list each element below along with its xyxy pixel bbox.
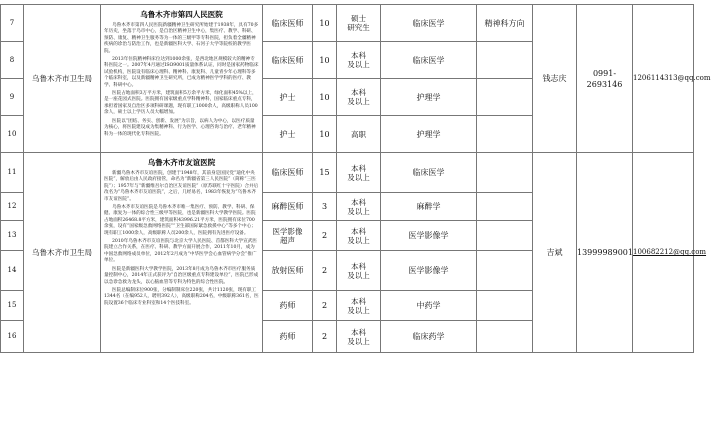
cell-line: 及以上 [347, 336, 370, 346]
hire-count: 10 [313, 42, 337, 79]
cell-line: 本科 [351, 51, 366, 60]
hospital-name: 乌鲁木齐市第四人民医院 [140, 10, 223, 19]
contact-email [633, 153, 707, 353]
post-name: 临床医师 [263, 5, 313, 42]
row-number: 13 [1, 221, 24, 251]
hire-count: 2 [313, 321, 337, 353]
direction: 精神科方向 [477, 5, 533, 42]
contact-person: 钱志庆 [533, 5, 577, 153]
intro-paragraph: 乌鲁木齐市友谊医院是乌鲁木齐市唯一集医疗、预防、教学、科研、保健、康复为一体的综合性三级甲等医院，也是新疆医科大学教学医院。医院占地面积26468.8平方米，建筑面积43996.21平方米，医院拥有床位700余张，设有“国家级急救网络医院”“卫生部国际紧急救援中心”等多个中心；现有职工1000余人，高级职称人员200余人，医院拥有先进医疗设备。 [104, 205, 256, 236]
hospital-name: 乌鲁木齐市友谊医院 [147, 158, 216, 167]
row-number: 14 [1, 251, 24, 291]
cell-line: 超声 [280, 235, 295, 245]
direction [477, 221, 533, 251]
education-level [337, 153, 381, 193]
cell-line: 及以上 [347, 305, 370, 315]
row-number: 7 [1, 5, 24, 42]
contact-person: 吉斌 [533, 153, 577, 353]
contact-phone: 13999989001 [577, 153, 633, 353]
education-level [337, 42, 381, 79]
major: 医学影像学 [381, 221, 477, 251]
direction [477, 291, 533, 321]
cell-line: 及以上 [347, 60, 370, 69]
cell-line: 本科 [351, 88, 366, 97]
department-name: 乌鲁木齐市卫生局 [24, 5, 101, 153]
education-level [337, 291, 381, 321]
major: 护理学 [381, 116, 477, 153]
major: 中药学 [381, 291, 477, 321]
cell-line: 高职 [351, 129, 366, 139]
cell-line: 本科 [351, 261, 366, 271]
post-name: 临床医师 [263, 42, 313, 79]
post-name: 护士 [263, 116, 313, 153]
post-name: 麻醉医师 [263, 193, 313, 221]
major: 临床医学 [381, 153, 477, 193]
row-number: 12 [1, 193, 24, 221]
cell-line: 本科 [351, 163, 366, 173]
intro-paragraph: 新疆乌鲁木齐市友谊医院，创建于1948年，其前身是国民党“迪化中央医院”，解放后由人民政府接管，命名为“新疆省第三人民医院”（简称“三医院”）；1957年与“新疆维吾尔自治区友谊医院”（原苏联红十字医院）合并后改名为“乌鲁木齐市友谊医院”，之后，几经易名，1983年恢复为“乌鲁木齐市友谊医院”。 [104, 171, 259, 202]
cell-line: 本科 [351, 197, 366, 207]
row-number: 8 [1, 42, 24, 79]
recruitment-table [0, 4, 711, 353]
contact-email [633, 5, 711, 153]
hospital-intro [101, 153, 263, 353]
row-number: 15 [1, 291, 24, 321]
education-level [337, 321, 381, 353]
table-row [1, 153, 694, 193]
direction [477, 193, 533, 221]
direction [477, 42, 533, 79]
table-row [1, 5, 694, 42]
email-link[interactable]: 100682212@qq.com [633, 248, 707, 256]
email-link[interactable]: 1206114313@qq.com [633, 74, 711, 82]
direction [477, 153, 533, 193]
major: 护理学 [381, 79, 477, 116]
hire-count: 10 [313, 5, 337, 42]
post-name: 放射医师 [263, 251, 313, 291]
major: 临床药学 [381, 321, 477, 353]
direction [477, 116, 533, 153]
cell-line: 研究生 [347, 23, 370, 32]
direction [477, 79, 533, 116]
post-name: 药师 [263, 321, 313, 353]
row-number: 16 [1, 321, 24, 353]
hire-count: 2 [313, 221, 337, 251]
post-name: 护士 [263, 79, 313, 116]
intro-paragraph: 医院总编制床位900张，分编制制床位220张，共计1120张，现有职工1344名（在编952人，聘用392人），高级职称204名，中级职称361名，医院设置36个临床专业科室和14个医技科室。 [104, 287, 259, 306]
hire-count: 10 [313, 79, 337, 116]
hire-count: 15 [313, 153, 337, 193]
intro-paragraph: 2010年乌鲁木齐市友谊医院与北京大学人民医院、首都医科大学宣武医院建立合作关系，在医疗、科研、教学方面开展合作，2011年10月，成为中国急救网络成员单位，2012年2月成为“中华医学会心血管病学分会”推广单位。 [104, 239, 257, 264]
major: 医学影像学 [381, 251, 477, 291]
intro-paragraph: 医院以“团结、务实、创新、发展”为宗旨，以病人为中心，以医疗质量为核心，将医院建设成为集精神科、行为医学、心理咨询与治疗、老年精神科为一体的现代化专科医院。 [104, 118, 256, 137]
contact-phone: 0991-2693146 [577, 5, 633, 153]
intro-paragraph: 医院占地面积3万平方米，建筑面积5万余平方米，绿化面积45%以上，是一座花园式医院。医院拥有国家级重点学科精神科，国家临床重点专科，承担着国家及自治区多项科研课题，现有职工1000余人，高级职称人员100余人，硕士以上学历人员大幅增加。 [104, 91, 258, 116]
direction [477, 251, 533, 291]
education-level [337, 116, 381, 153]
post-name: 临床医师 [263, 153, 313, 193]
hire-count: 10 [313, 116, 337, 153]
hire-count: 2 [313, 251, 337, 291]
row-number: 9 [1, 79, 24, 116]
intro-paragraph: 2013年住院精神科床位达到1000余张，是西北地区规模较大的精神专科医院之一。2007年4月通过ISO9001质量体系认证，同时是国家药物临床试验机构，医院设有临床心理科、精神科、康复科、儿童青少年心理科等多个临床科室，以及新疆精神卫生研究所，已成为精神医学学科的医疗、教学、科研中心。 [104, 57, 259, 88]
cell-line: 医学影像 [272, 226, 303, 236]
intro-paragraph: 医院是新疆医科大学教学医院，2013年8月成为乌鲁木齐市医疗服务质量控制中心，2014年正式获评为“自治区级重点专科建设单位”，医院已形成以急诊急救为龙头，以心脑血管等专科为特色的综合性医院。 [104, 266, 259, 285]
major: 临床医学 [381, 5, 477, 42]
cell-line: 本科 [351, 296, 366, 306]
education-level [337, 193, 381, 221]
education-level [337, 221, 381, 251]
education-level [337, 5, 381, 42]
cell-line: 及以上 [347, 206, 370, 216]
cell-line: 硕士 [351, 14, 366, 23]
cell-line: 及以上 [347, 270, 370, 280]
cell-line: 及以上 [347, 235, 370, 245]
cell-line: 及以上 [347, 97, 370, 106]
major: 麻醉学 [381, 193, 477, 221]
cell-line: 及以上 [347, 172, 370, 182]
row-number: 11 [1, 153, 24, 193]
post-name: 药师 [263, 291, 313, 321]
row-number: 10 [1, 116, 24, 153]
education-level [337, 79, 381, 116]
cell-line: 本科 [351, 327, 366, 337]
education-level [337, 251, 381, 291]
cell-line: 本科 [351, 226, 366, 236]
direction [477, 321, 533, 353]
major: 临床医学 [381, 42, 477, 79]
post-name [263, 221, 313, 251]
hospital-intro [101, 5, 263, 153]
intro-paragraph: 乌鲁木齐市第四人民医院新疆精神卫生研究所始建于1938年，具有70多年历史，坐落于乌市中心，是自治区精神卫生中心，集医疗、教学、科研、预防、康复、精神卫生服务等为一体的三级甲等专科医院，担负着全疆精神疾病的诊治与防治工作，也是新疆医科大学、石河子大学等院校的教学医院。 [104, 23, 259, 54]
hire-count: 2 [313, 291, 337, 321]
department-name: 乌鲁木齐市卫生局 [24, 153, 101, 353]
hire-count: 3 [313, 193, 337, 221]
